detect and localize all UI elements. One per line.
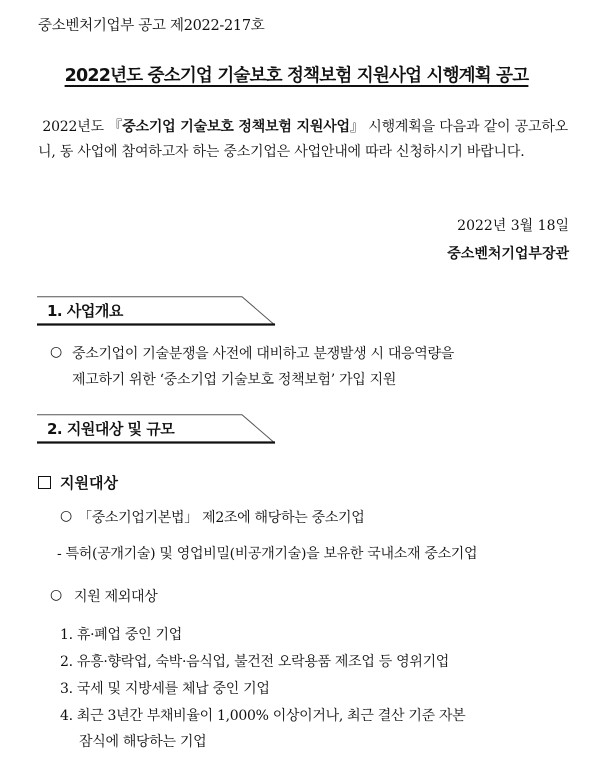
eligibility-subhead [38,472,118,493]
section-1-line-1: 중소기업이 기술분쟁을 사전에 대비하고 분쟁발생 시 대응역량을 [72,346,454,362]
section-header-overview [37,296,277,326]
eligibility-subhead-label: 지원대상 [60,474,118,492]
exclusion-text: 유흥·향락업, 숙박·음식업, 불건전 오락용품 제조업 등 영위기업 [76,654,450,670]
eligibility-item-1-bullet: ○ [60,508,73,524]
exclusion-item [60,678,270,698]
exclusion-item [60,624,182,644]
intro-program-name: 중소기업 기술보호 정책보험 지원사업 [122,119,350,135]
eligibility-item-1-sub: - 특허(공개기술) 및 영업비밀(비공개기술)을 보유한 국내소재 중소기업 [57,546,478,562]
document-title: 2022년도 중소기업 기술보호 정책보험 지원사업 시행계획 공고 [64,66,529,86]
exclusion-item-continuation: 잠식에 해당하는 기업 [79,734,207,750]
exclusion-number: 2. [60,654,73,670]
exclusion-number: 3. [60,681,73,697]
intro-suffix: 』 시행계획을 다음과 같이 공고하오니, 동 사업에 참여하고자 하는 중소기업은 사업안내에 따라 신청하시기 바랍니다. [38,119,568,160]
eligibility-item-1: 「중소기업기본법」 제2조에 해당하는 중소기업 [78,510,365,526]
section-header-eligibility [37,414,277,444]
exclusion-number: 4. [60,708,73,724]
exclusion-text: 최근 3년간 부채비율이 1,000% 이상이거나, 최근 결산 기준 자본 [76,708,466,724]
exclusion-item [60,651,449,671]
notice-number: 중소벤처기업부 공고 제2022-217호 [38,18,265,34]
exclusion-number: 1. [60,627,73,643]
exclusion-text: 국세 및 지방세를 체납 중인 기업 [76,681,270,697]
eligibility-item-2-bullet: ○ [50,587,63,603]
checkbox-square-icon [38,476,51,489]
exclusion-item [60,705,465,725]
notice-date: 2022년 3월 18일 [457,218,569,234]
exclusion-text: 휴·폐업 중인 기업 [76,627,182,643]
intro-prefix: 2022년도 『 [42,119,123,135]
section-2-label: 2. 지원대상 및 규모 [47,420,175,438]
section-1-label: 1. 사업개요 [47,302,123,320]
section-1-bullet: ○ [50,344,63,360]
signer: 중소벤처기업부장관 [447,246,569,262]
eligibility-item-2: 지원 제외대상 [74,589,158,605]
intro-paragraph [38,115,568,165]
section-1-line-2: 제고하기 위한 ‘중소기업 기술보호 정책보험’ 가입 지원 [72,372,397,388]
